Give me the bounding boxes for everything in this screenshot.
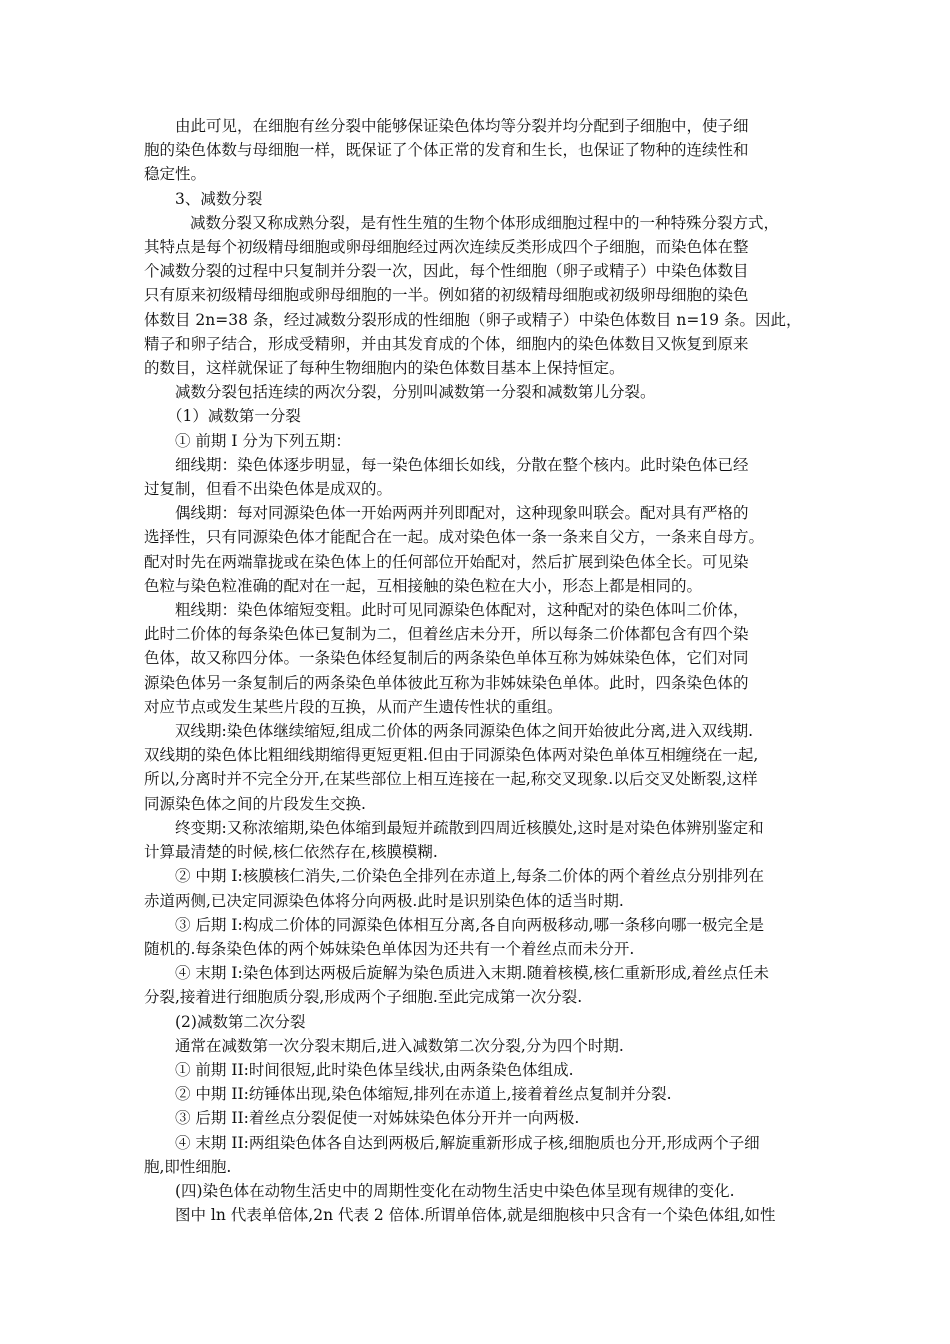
paragraph-p17 [144, 1058, 814, 1082]
paragraph-p15 [144, 1010, 814, 1034]
paragraph-p19 [144, 1106, 814, 1130]
paragraph-p7 [144, 453, 814, 501]
paragraph-p4 [144, 380, 814, 404]
text-line: 赤道两侧,已决定同源染色体将分向两极.此时是识别染色体的适当时期. [144, 891, 624, 910]
text-line: 胞,即性细胞. [144, 1157, 232, 1176]
text-line: 体数目 2n=38 条，经过减数分裂形成的性细胞（卵子或精子）中染色体数目 n=19 条。因此， [144, 310, 802, 329]
text-line: 精子和卵子结合，形成受精卵，并由其发育成的个体，细胞内的染色体数目又恢复到原来 [144, 334, 749, 353]
text-line: ④ 末期 I:染色体到达两极后旋解为染色质进入末期.随着核模,核仁重新形成,着丝点任未 [175, 964, 769, 983]
paragraph-p11 [144, 816, 814, 864]
paragraph-p13 [144, 913, 814, 961]
text-line: 所以,分离时并不完全分开,在某些部位上相互连接在一起,称交叉现象.以后交叉处断裂,这样 [144, 770, 758, 789]
paragraph-p18 [144, 1082, 814, 1106]
text-line: 选择性，只有同源染色体才能配合在一起。成对染色体一条一条来自父方，一条来自母方。 [144, 528, 765, 547]
text-line: 随机的.每条染色体的两个姊妹染色单体因为还共有一个着丝点而未分开. [144, 939, 635, 958]
text-line: 的数目，这样就保证了每种生物细胞内的染色体数目基本上保持恒定。 [144, 359, 625, 378]
text-line: ② 中期 II:纺锤体出现,染色体缩短,排列在赤道上,接着着丝点复制并分裂. [175, 1085, 672, 1104]
text-line: ③ 后期 I:构成二价体的同源染色体相互分离,各自向两极移动,哪一条移向哪一极完全是 [175, 915, 765, 934]
paragraph-p22 [144, 1203, 814, 1227]
text-line: 减数分裂包括连续的两次分裂，分别叫减数第一分裂和减数第儿分裂。 [175, 383, 656, 402]
text-line: ③ 后期 II:着丝点分裂促使一对姊妹染色体分开并一向两极. [175, 1109, 580, 1128]
text-line: ① 前期 I 分为下列五期： [175, 431, 351, 450]
paragraph-p21 [144, 1179, 814, 1203]
text-line: 过复制，但看不出染色体是成双的。 [144, 480, 393, 499]
paragraph-p8 [144, 501, 814, 598]
text-line: 减数分裂又称成熟分裂，是有性生殖的生物个体形成细胞过程中的一种特殊分裂方式， [190, 213, 780, 232]
text-line: 终变期:又称浓缩期,染色体缩到最短并疏散到四周近核膜处,这时是对染色体辨别鉴定和 [175, 818, 764, 837]
text-line: 个减数分裂的过程中只复制并分裂一次，因此，每个性细胞（卵子或精子）中染色体数目 [144, 262, 749, 281]
text-line: 稳定性。 [144, 165, 207, 184]
paragraph-p16 [144, 1034, 814, 1058]
text-line: 双线期的染色体比粗细线期缩得更短更粗.但由于同源染色体两对染色单体互相缠绕在一起, [144, 746, 759, 765]
document-page [144, 114, 814, 1227]
text-line: 配对时先在两端靠拢或在染色体上的任何部位开始配对，然后扩展到染色体全长。可见染 [144, 552, 749, 571]
paragraph-p3 [144, 211, 814, 380]
text-line: 对应节点或发生某些片段的互换，从而产生遗传性状的重组。 [144, 697, 563, 716]
text-line: 双线期:染色体继续缩短,组成二价体的两条同源染色体之间开始彼此分离,进入双线期. [175, 722, 754, 741]
text-line: ④ 末期 II:两组染色体各自达到两极后,解旋重新形成子核,细胞质也分开,形成两个子细 [175, 1133, 760, 1152]
text-line: 计算最清楚的时候,核仁依然存在,核膜模糊. [144, 843, 438, 862]
text-line: 胞的染色体数与母细胞一样，既保证了个体正常的发育和生长，也保证了物种的连续性和 [144, 141, 749, 160]
text-line: 图中 ln 代表单倍体,2n 代表 2 倍体.所谓单倍体,就是细胞核中只含有一个染色体组,如性 [175, 1206, 776, 1225]
paragraph-p9 [144, 598, 814, 719]
text-line: 由此可见，在细胞有丝分裂中能够保证染色体均等分裂并均分配到子细胞中，使子细 [175, 117, 749, 135]
paragraph-p6 [144, 429, 814, 453]
text-line: 色体，故又称四分体。一条染色体经复制后的两条染色单体互称为姊妹染色体，它们对同 [144, 649, 749, 668]
text-line: 分裂,接着进行细胞质分裂,形成两个子细胞.至此完成第一次分裂. [144, 988, 583, 1007]
text-line: 细线期：染色体逐步明显，每一染色体细长如线，分散在整个核内。此时染色体已经 [175, 455, 749, 474]
paragraph-p10 [144, 719, 814, 816]
text-line: 粗线期：染色体缩短变粗。此时可见同源染色体配对，这种配对的染色体叫二价体， [175, 601, 749, 620]
text-line: 偶线期：每对同源染色体一开始两两并列即配对，这种现象叫联会。配对具有严格的 [175, 504, 749, 523]
text-line: (四)染色体在动物生活史中的周期性变化在动物生活史中染色体呈现有规律的变化. [175, 1181, 735, 1200]
paragraph-p12 [144, 864, 814, 912]
text-line: 3、减数分裂 [175, 189, 263, 208]
text-line: 同源染色体之间的片段发生交换. [144, 794, 366, 813]
paragraph-p1 [144, 114, 814, 187]
text-line: 源染色体另一条复制后的两条染色单体彼此互称为非姊妹染色单体。此时，四条染色体的 [144, 673, 749, 692]
text-line: 其特点是每个初级精母细胞或卵母细胞经过两次连续反类形成四个子细胞，而染色体在整 [144, 238, 749, 257]
paragraph-p2 [144, 187, 814, 211]
text-line: （1）减数第一分裂 [167, 407, 301, 426]
text-line: (2)减数第二次分裂 [175, 1012, 306, 1031]
text-line: ② 中期 I:核膜核仁消失,二价染色全排列在赤道上,每条二价体的两个着丝点分别排列在 [175, 867, 765, 886]
text-line: 通常在减数第一次分裂末期后,进入减数第二次分裂,分为四个时期. [175, 1036, 624, 1055]
text-line: 此时二价体的每条染色体已复制为二，但着丝店未分开，所以每条二价体都包含有四个染 [144, 625, 749, 644]
text-line: 色粒与染色粒准确的配对在一起，互相接触的染色粒在大小，形态上都是相同的。 [144, 576, 703, 595]
paragraph-p14 [144, 961, 814, 1009]
paragraph-p5 [144, 404, 814, 428]
paragraph-p20 [144, 1131, 814, 1179]
text-line: ① 前期 II:时间很短,此时染色体呈线状,由两条染色体组成. [175, 1060, 574, 1079]
text-line: 只有原来初级精母细胞或卵母细胞的一半。例如猪的初级精母细胞或初级卵母细胞的染色 [144, 286, 749, 305]
